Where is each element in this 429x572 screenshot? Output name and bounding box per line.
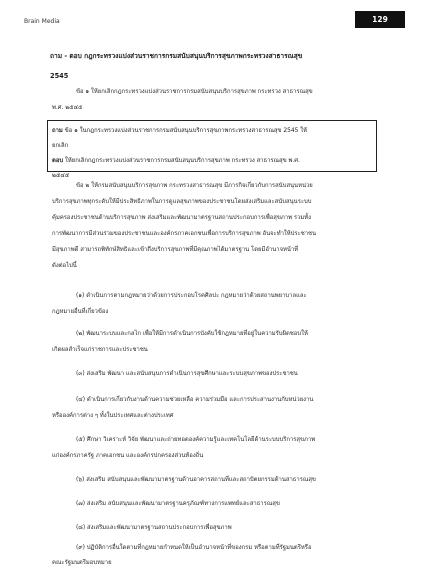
list-item-2-line-1: (๒) พัฒนาระบบและกลไก เพื่อให้มีการดำเนินการบังคับใช้กฎหมายที่อยู่ในความรับผิดชอบให้: [76, 331, 308, 337]
list-item-3: (๓) ส่งเสริม พัฒนา และสนับสนุนการดำเนินการสุขศึกษาและระบบสุขภาพของประชาชน: [76, 371, 298, 377]
question-text: ข้อ ๑ ในกฎกระทรวงแบ่งส่วนราชการกรมสนับสนุนบริการสุขภาพกระทรวงสาธารณสุข 2545 ให้: [64, 128, 308, 134]
answer-row-2: ๒๕๔๕: [52, 173, 70, 179]
clause-2-line-4: การพัฒนาการมีส่วนร่วมของประชาชนและองค์กรภาคเอกชนเพื่อการบริการสุขภาพ อันจะทำให้ประชาชน: [52, 231, 317, 237]
list-item-1-line-2: กฎหมายอื่นที่เกี่ยวข้อง: [52, 309, 109, 315]
title-line-2: 2545: [50, 72, 69, 80]
question-label: ถาม: [52, 128, 63, 134]
list-item-5-line-2: แก่องค์กรภาครัฐ ภาคเอกชน และองค์กรปกครองส่วนท้องถิ่น: [52, 453, 204, 459]
clause-2-line-3: คุ้มครองประชาชนด้านบริการสุขภาพ ส่งเสริมและพัฒนามาตรฐานสถานประกอบการเพื่อสุขภาพ รวมทั้ง: [52, 215, 311, 221]
list-item-6: (๖) ส่งเสริม สนับสนุนและพัฒนามาตรฐานด้านอาคารสถานที่และสถาปัตยกรรมด้านสาธารณสุข: [76, 477, 316, 483]
clause-2-line-2: บริการสุขภาพทุกระดับให้มีประสิทธิภาพในการดูแลสุขภาพของประชาชนโดยส่งเสริมและสนับสนุนระบบ: [52, 199, 312, 205]
answer-label: ตอบ: [52, 158, 64, 164]
publisher-name: Brain Media: [24, 18, 60, 25]
clause-2-line-5: มีสุขภาพดี สามารถพิทักษ์สิทธิและเข้าถึงบริการสุขภาพที่มีคุณภาพได้มาตรฐาน โดยมีอำนาจหน้าที่: [52, 247, 299, 253]
question-row: [52, 124, 372, 139]
document-title: [50, 46, 390, 86]
page-number-badge: [355, 11, 405, 28]
clause-1-line-2: พ.ศ. ๒๕๔๕: [52, 105, 83, 111]
list-item-4-line-2: หรือองค์การต่าง ๆ ทั้งในประเทศและต่างประเทศ: [52, 413, 174, 419]
list-item-4-line-1: (๔) ดำเนินการเกี่ยวกับงานด้านความช่วยเหลือ ความร่วมมือ และการประสานงานกับหน่วยงาน: [76, 397, 314, 403]
qa-box: [47, 120, 377, 179]
list-item-9-line-1: (๙) ปฏิบัติการอื่นใดตามที่กฎหมายกำหนดให้เป็นอำนาจหน้าที่ของกรม หรือตามที่รัฐมนตรีหรือ: [76, 545, 312, 551]
clause-1-line-1: ข้อ ๑ ให้ยกเลิกกฎกระทรวงแบ่งส่วนราชการกรมสนับสนุนบริการสุขภาพ กระทรวง สาธารณสุข: [76, 89, 313, 95]
clause-2-line-6: ดังต่อไปนี้: [52, 263, 77, 269]
list-item-9-line-2: คณะรัฐมนตรีมอบหมาย: [52, 560, 112, 566]
list-item-5-line-1: (๕) ศึกษา วิเคราะห์ วิจัย พัฒนาและถ่ายทอดองค์ความรู้และเทคโนโลยีด้านระบบบริการสุขภาพ: [76, 437, 316, 443]
list-item-2-line-2: เกิดผลสำเร็จแก่ราชการและประชาชน: [52, 347, 148, 353]
answer-text: ให้ยกเลิกกฎกระทรวงแบ่งส่วนราชการกรมสนับสนุนบริการสุขภาพ กระทรวง สาธารณสุข พ.ศ.: [64, 158, 300, 164]
page-number: 129: [372, 15, 388, 24]
title-line-1: ถาม - ตอบ กฎกระทรวงแบ่งส่วนราชการกรมสนับสนุนบริการสุขภาพกระทรวงสาธารณสุข: [50, 52, 303, 60]
question-row-2: ยกเลิก: [52, 143, 69, 149]
list-item-1-line-1: (๑) ดำเนินการตามกฎหมายว่าด้วยการประกอบโรคศิลปะ กฎหมายว่าด้วยสถานพยาบาลและ: [76, 293, 307, 299]
list-item-8: (๘) ส่งเสริมและพัฒนามาตรฐานสถานประกอบการเพื่อสุขภาพ: [76, 525, 232, 531]
clause-2-line-1: ข้อ ๒ ให้กรมสนับสนุนบริการสุขภาพ กระทรวงสาธารณสุข มีภารกิจเกี่ยวกับการสนับสนุนหน่วย: [76, 183, 313, 189]
answer-row: [52, 154, 372, 169]
list-item-7: (๗) ส่งเสริม สนับสนุนและพัฒนามาตรฐานครุภัณฑ์ทางการแพทย์และสาธารณสุข: [76, 501, 280, 507]
